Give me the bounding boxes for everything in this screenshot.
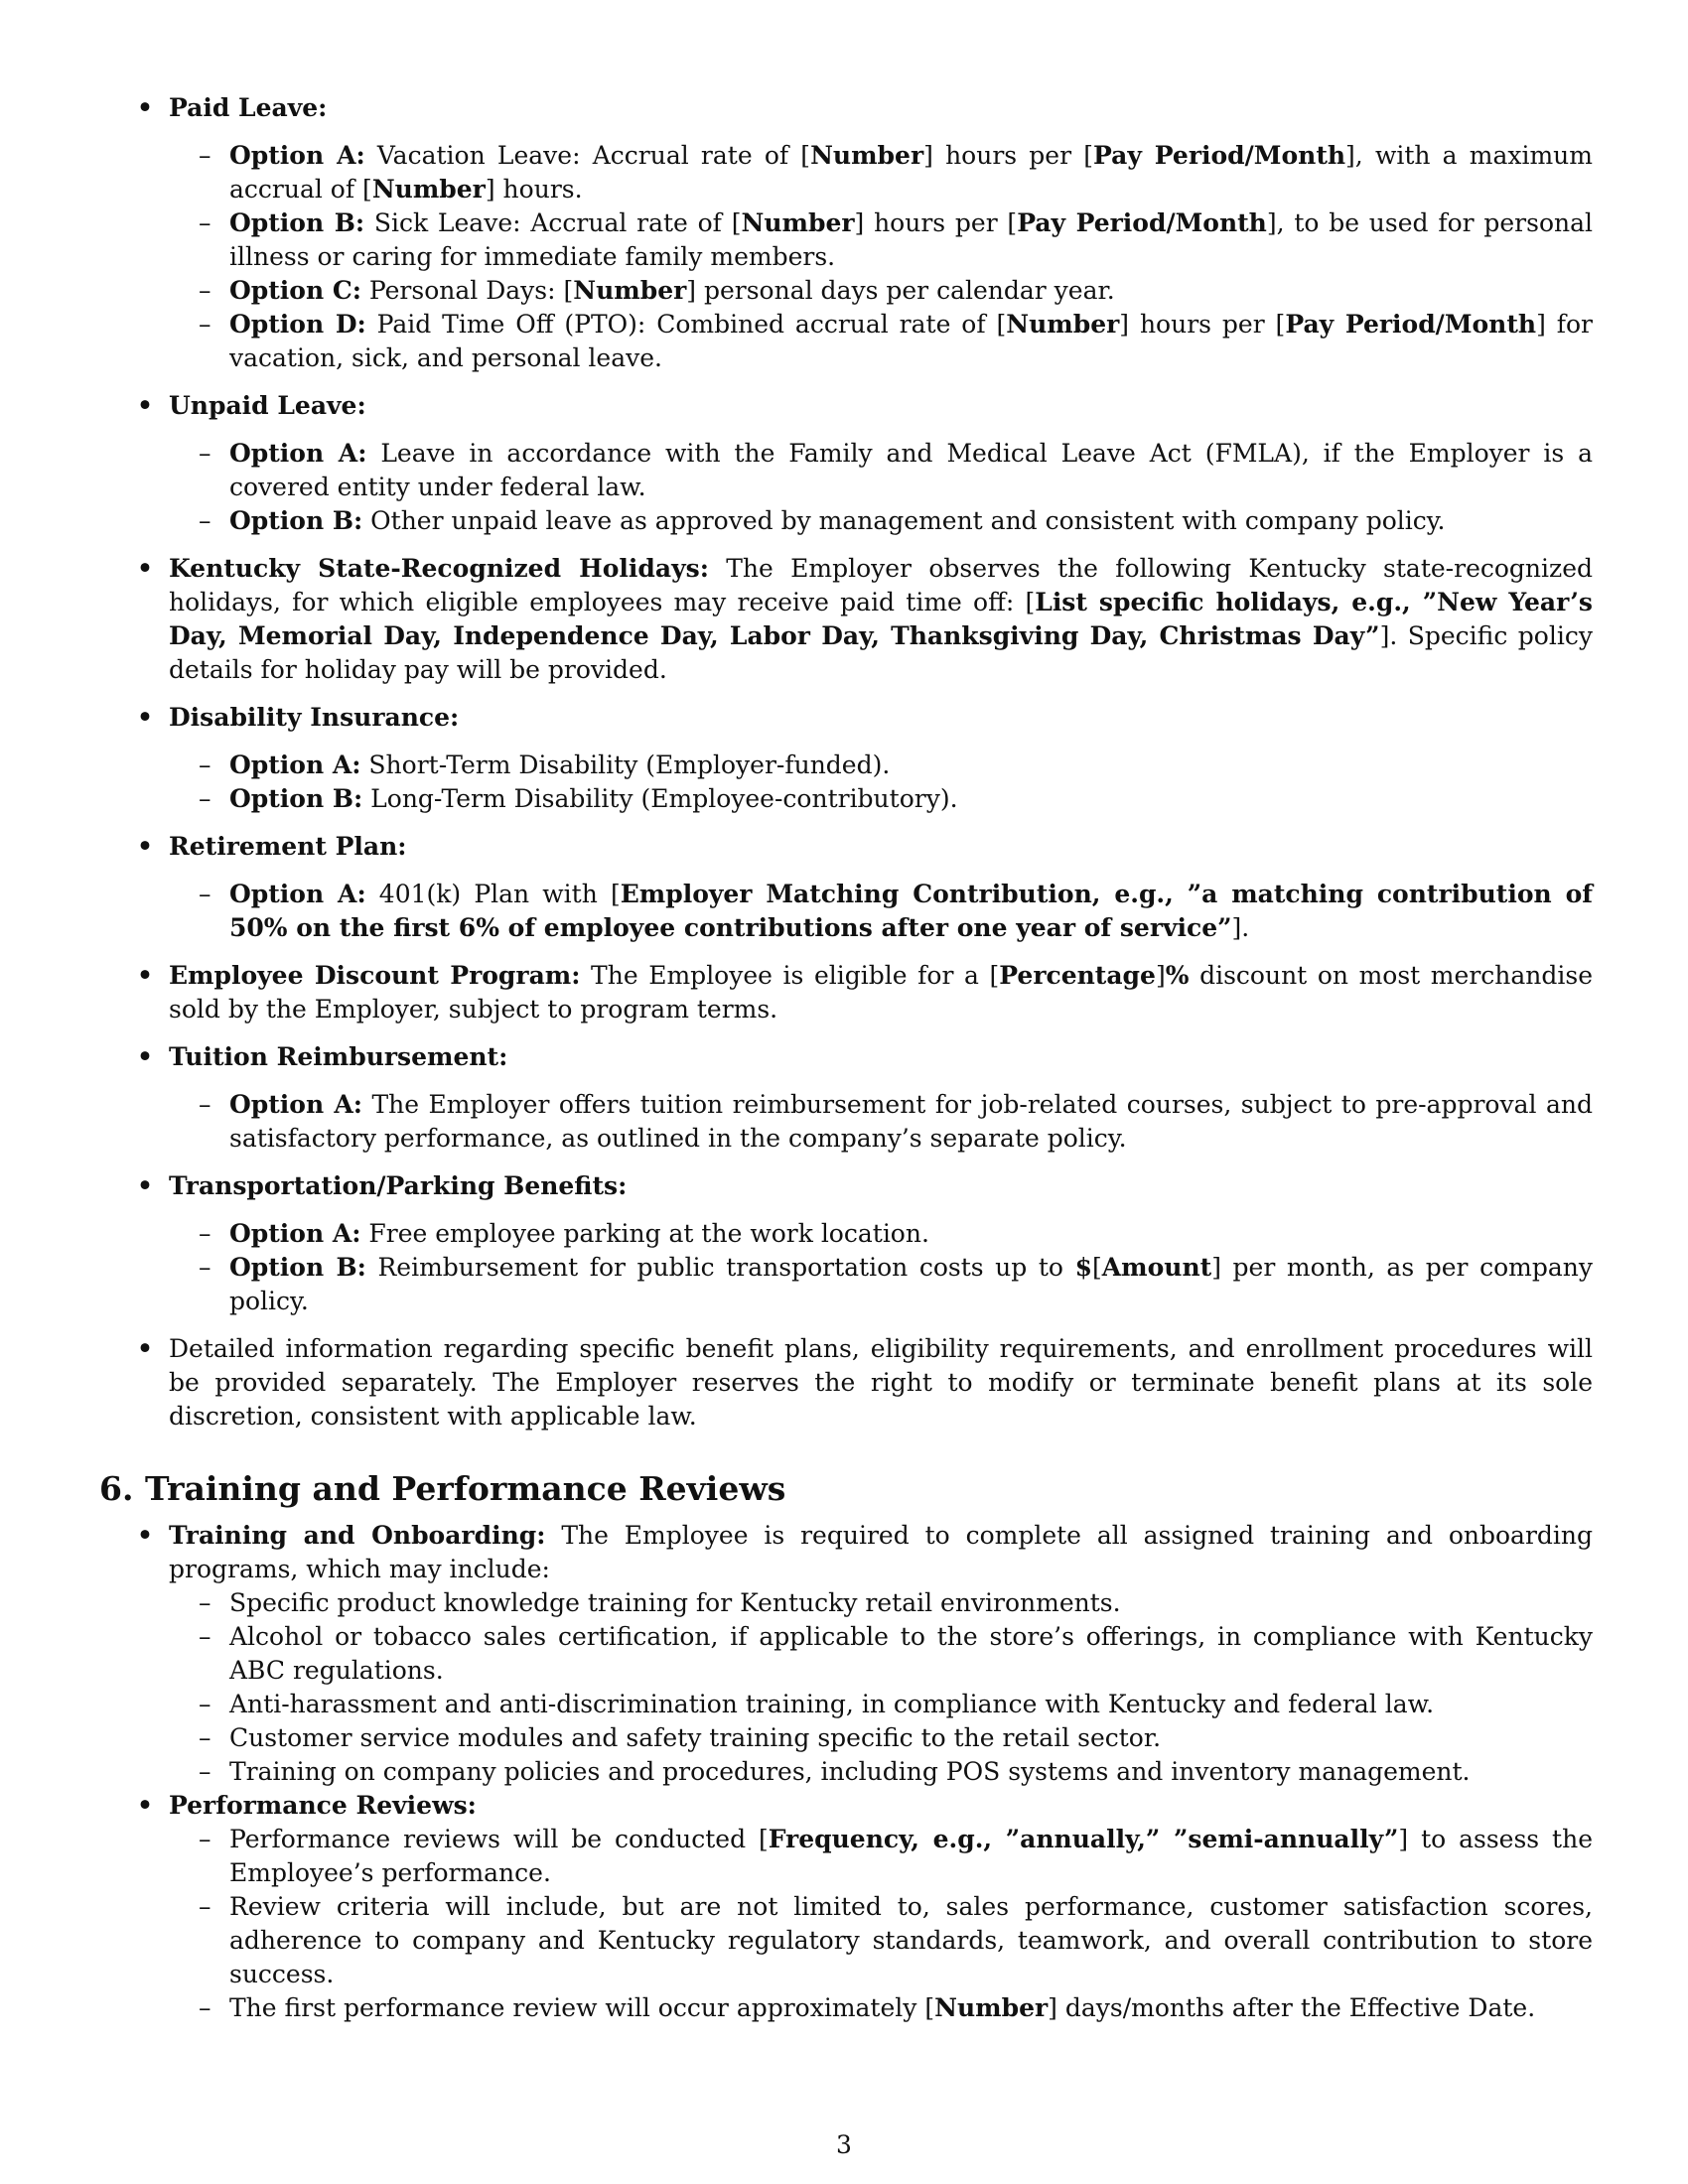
dash-icon: –	[199, 1090, 211, 1119]
option-label: Option B:	[229, 784, 363, 813]
dash-icon: –	[199, 1588, 211, 1617]
text-segment: discount on most merchandise sold by the Employer, subject to program terms.	[169, 961, 1593, 1024]
text-segment: Performance reviews will be conducted [	[229, 1825, 769, 1853]
text-segment: ] personal days per calendar year.	[686, 276, 1115, 305]
text-segment: Employer Matching Contribution, e.g., ”a matching contribution of 50% on the first 6% of employee contributions after one year of service”	[229, 880, 1593, 942]
closing-text: Detailed information regarding specific benefit plans, eligibility requirements, and enrollment procedures will be provided separately. The Employer reserves the right to modify or terminate benefit plans at its sole discretion, consistent with applicable law.	[169, 1334, 1593, 1431]
text-segment: 401(k) Plan with [	[365, 880, 621, 908]
option-label: Option A:	[229, 1090, 363, 1119]
performance-item	[99, 1789, 1593, 2025]
text-segment: Pay Period/Month	[1285, 310, 1537, 339]
text-segment: Review criteria will include, but are not limited to, sales performance, customer satisfaction scores, adherence to company and Kentucky regulatory standards, teamwork, and overall contribution to store success.	[229, 1892, 1593, 1988]
dash-icon: –	[199, 506, 211, 535]
list-item-text: Specific product knowledge training for Kentucky retail environments.	[229, 1588, 1121, 1617]
unpaid-leave-heading: Unpaid Leave:	[169, 391, 366, 420]
bullet-icon: •	[137, 554, 153, 583]
text-segment: List specific holidays, e.g., ”New Year’s Day, Memorial Day, Independence Day, Labor Day, Thanksgiving Day, Christmas Day”	[169, 588, 1593, 650]
dash-icon: –	[199, 784, 211, 813]
text-segment: Pay Period/Month	[1093, 141, 1346, 170]
bullet-icon: •	[137, 832, 153, 861]
text-segment: The Employee is eligible for a [	[580, 961, 1000, 990]
bullet-icon: •	[137, 1334, 153, 1363]
bullet-icon: •	[137, 1171, 153, 1200]
section-6-title: 6. Training and Performance Reviews	[99, 1469, 786, 1508]
section-6-list	[99, 1519, 1593, 2025]
retirement-item	[99, 830, 1593, 945]
option-label: Option A:	[229, 880, 366, 908]
text-segment: Number	[934, 1993, 1049, 2022]
training-items	[169, 1586, 1593, 1789]
retirement-options	[169, 878, 1593, 945]
paid-leave-options	[169, 139, 1593, 375]
text-segment: ] to assess the Employee’s performance.	[229, 1825, 1593, 1887]
discount-item	[99, 959, 1593, 1026]
dash-icon: –	[199, 1253, 211, 1282]
discount-heading: Employee Discount Program:	[169, 961, 581, 990]
dash-icon: –	[199, 1993, 211, 2022]
dash-icon: –	[199, 1723, 211, 1752]
text-segment: Frequency, e.g., ”annually,” ”semi-annually”	[768, 1825, 1399, 1853]
text-segment: Personal Days: [	[360, 276, 574, 305]
text-segment: Number	[371, 175, 486, 204]
list-item	[169, 1721, 1593, 1755]
text-segment: ] days/months after the Effective Date.	[1048, 1993, 1536, 2022]
training-heading: Training and Onboarding:	[169, 1521, 546, 1550]
dash-icon: –	[199, 1757, 211, 1786]
bullet-icon: •	[137, 93, 153, 122]
option-item	[169, 437, 1593, 504]
text-segment: ], with a maximum accrual of [	[229, 141, 1593, 204]
option-label: Option A:	[229, 439, 367, 468]
option-label: Option D:	[229, 310, 366, 339]
text-segment: The first performance review will occur approximately [	[229, 1993, 935, 2022]
bullet-icon: •	[137, 703, 153, 732]
training-item	[99, 1519, 1593, 1789]
list-item	[169, 1890, 1593, 1991]
text-segment: ] for vacation, sick, and personal leave.	[229, 310, 1593, 372]
paid-leave-item	[99, 91, 1593, 375]
list-item	[169, 1991, 1593, 2025]
text-segment: ].	[1231, 913, 1250, 942]
text-segment: Free employee parking at the work location.	[360, 1219, 929, 1248]
text-segment: Number	[573, 276, 687, 305]
text-segment: ], to be used for personal illness or caring for immediate family members.	[229, 208, 1594, 271]
option-item	[169, 1217, 1593, 1251]
dash-icon: –	[199, 1825, 211, 1853]
disability-item	[99, 701, 1593, 816]
training-intro: The Employee is required to complete all assigned training and onboarding programs, which may include:	[169, 1521, 1594, 1583]
dash-icon: –	[199, 751, 211, 779]
bullet-icon: •	[137, 961, 153, 990]
list-item	[169, 1755, 1593, 1789]
benefits-list	[99, 91, 1593, 1433]
holidays-heading: Kentucky State-Recognized Holidays:	[169, 554, 709, 583]
tuition-options	[169, 1088, 1593, 1156]
paid-leave-heading: Paid Leave:	[169, 93, 328, 122]
text-segment: ] per month, as per company policy.	[229, 1253, 1593, 1315]
list-item	[169, 1823, 1593, 1890]
performance-items	[169, 1823, 1593, 2025]
option-item	[169, 782, 1593, 816]
dash-icon: –	[199, 1690, 211, 1718]
list-item-text: Anti-harassment and anti-discrimination training, in compliance with Kentucky and federal law.	[229, 1690, 1435, 1718]
list-item	[169, 1688, 1593, 1721]
option-label: Option B:	[229, 208, 365, 237]
text-segment: Number	[1006, 310, 1120, 339]
text-segment: Pay Period/Month	[1017, 208, 1267, 237]
text-segment: ]. Specific policy details for holiday pay will be provided.	[169, 621, 1593, 684]
text-segment: ] hours per [	[1119, 310, 1286, 339]
list-item	[169, 1586, 1593, 1620]
text-segment: The Employer observes the following Kentucky state-recognized holidays, for which eligible employees may receive paid time off: [	[169, 554, 1593, 616]
text-segment: %	[1165, 961, 1190, 990]
dash-icon: –	[199, 1622, 211, 1651]
dash-icon: –	[199, 310, 211, 339]
disability-options	[169, 749, 1593, 816]
dash-icon: –	[199, 880, 211, 908]
text-segment: Leave in accordance with the Family and Medical Leave Act (FMLA), if the Employer is a covered entity under federal law.	[229, 439, 1594, 501]
list-item	[169, 1620, 1593, 1688]
option-item	[169, 139, 1593, 206]
list-item-text: Training on company policies and procedures, including POS systems and inventory management.	[229, 1757, 1471, 1786]
dash-icon: –	[199, 141, 211, 170]
bullet-icon: •	[137, 1042, 153, 1071]
dash-icon: –	[199, 1219, 211, 1248]
text-segment: $	[1074, 1253, 1092, 1282]
option-item	[169, 274, 1593, 308]
text-segment: ] hours per [	[854, 208, 1018, 237]
transport-item	[99, 1169, 1593, 1318]
option-label: Option B:	[229, 506, 363, 535]
option-label: Option A:	[229, 1219, 361, 1248]
tuition-item	[99, 1040, 1593, 1156]
option-label: Option C:	[229, 276, 361, 305]
text-segment: Amount	[1101, 1253, 1212, 1282]
text-segment: Paid Time Off (PTO): Combined accrual rate of [	[365, 310, 1007, 339]
dash-icon: –	[199, 276, 211, 305]
text-segment: Number	[810, 141, 924, 170]
tuition-heading: Tuition Reimbursement:	[169, 1042, 508, 1071]
disability-heading: Disability Insurance:	[169, 703, 460, 732]
page-number: 3	[836, 2130, 852, 2159]
option-item	[169, 1251, 1593, 1318]
retirement-heading: Retirement Plan:	[169, 832, 407, 861]
closing-item	[99, 1332, 1593, 1433]
option-item	[169, 1088, 1593, 1156]
dash-icon: –	[199, 1892, 211, 1921]
option-item	[169, 308, 1593, 375]
text-segment: Other unpaid leave as approved by management and consistent with company policy.	[362, 506, 1446, 535]
text-segment: Short-Term Disability (Employer-funded).	[360, 751, 891, 779]
text-segment: [	[1091, 1253, 1102, 1282]
option-label: Option A:	[229, 751, 361, 779]
bullet-icon: •	[137, 1791, 153, 1820]
transport-options	[169, 1217, 1593, 1318]
text-segment: Long-Term Disability (Employee-contributory).	[362, 784, 958, 813]
bullet-icon: •	[137, 391, 153, 420]
text-segment: Reimbursement for public transportation costs up to	[365, 1253, 1075, 1282]
holidays-item	[99, 552, 1593, 687]
dash-icon: –	[199, 439, 211, 468]
performance-heading: Performance Reviews:	[169, 1791, 477, 1820]
text-segment: Sick Leave: Accrual rate of [	[364, 208, 742, 237]
unpaid-leave-options	[169, 437, 1593, 538]
list-item-text: Alcohol or tobacco sales certification, if applicable to the store’s offerings, in compliance with Kentucky ABC regulations.	[229, 1622, 1593, 1685]
text-segment: Percentage	[999, 961, 1156, 990]
text-segment: Vacation Leave: Accrual rate of [	[364, 141, 811, 170]
option-item	[169, 749, 1593, 782]
text-segment: ] hours per [	[923, 141, 1093, 170]
text-segment: The Employer offers tuition reimbursement for job-related courses, subject to pre-approval and satisfactory performance, as outlined in the company’s separate policy.	[229, 1090, 1593, 1153]
option-label: Option B:	[229, 1253, 366, 1282]
text-segment: ]	[1155, 961, 1166, 990]
transport-heading: Transportation/Parking Benefits:	[169, 1171, 628, 1200]
option-item	[169, 504, 1593, 538]
text-segment: Number	[741, 208, 855, 237]
text-segment: ] hours.	[485, 175, 583, 204]
unpaid-leave-item	[99, 389, 1593, 538]
document-page	[99, 91, 1593, 2025]
option-item	[169, 878, 1593, 945]
option-item	[169, 206, 1593, 274]
dash-icon: –	[199, 208, 211, 237]
option-label: Option A:	[229, 141, 365, 170]
bullet-icon: •	[137, 1521, 153, 1550]
list-item-text: Customer service modules and safety training specific to the retail sector.	[229, 1723, 1162, 1752]
